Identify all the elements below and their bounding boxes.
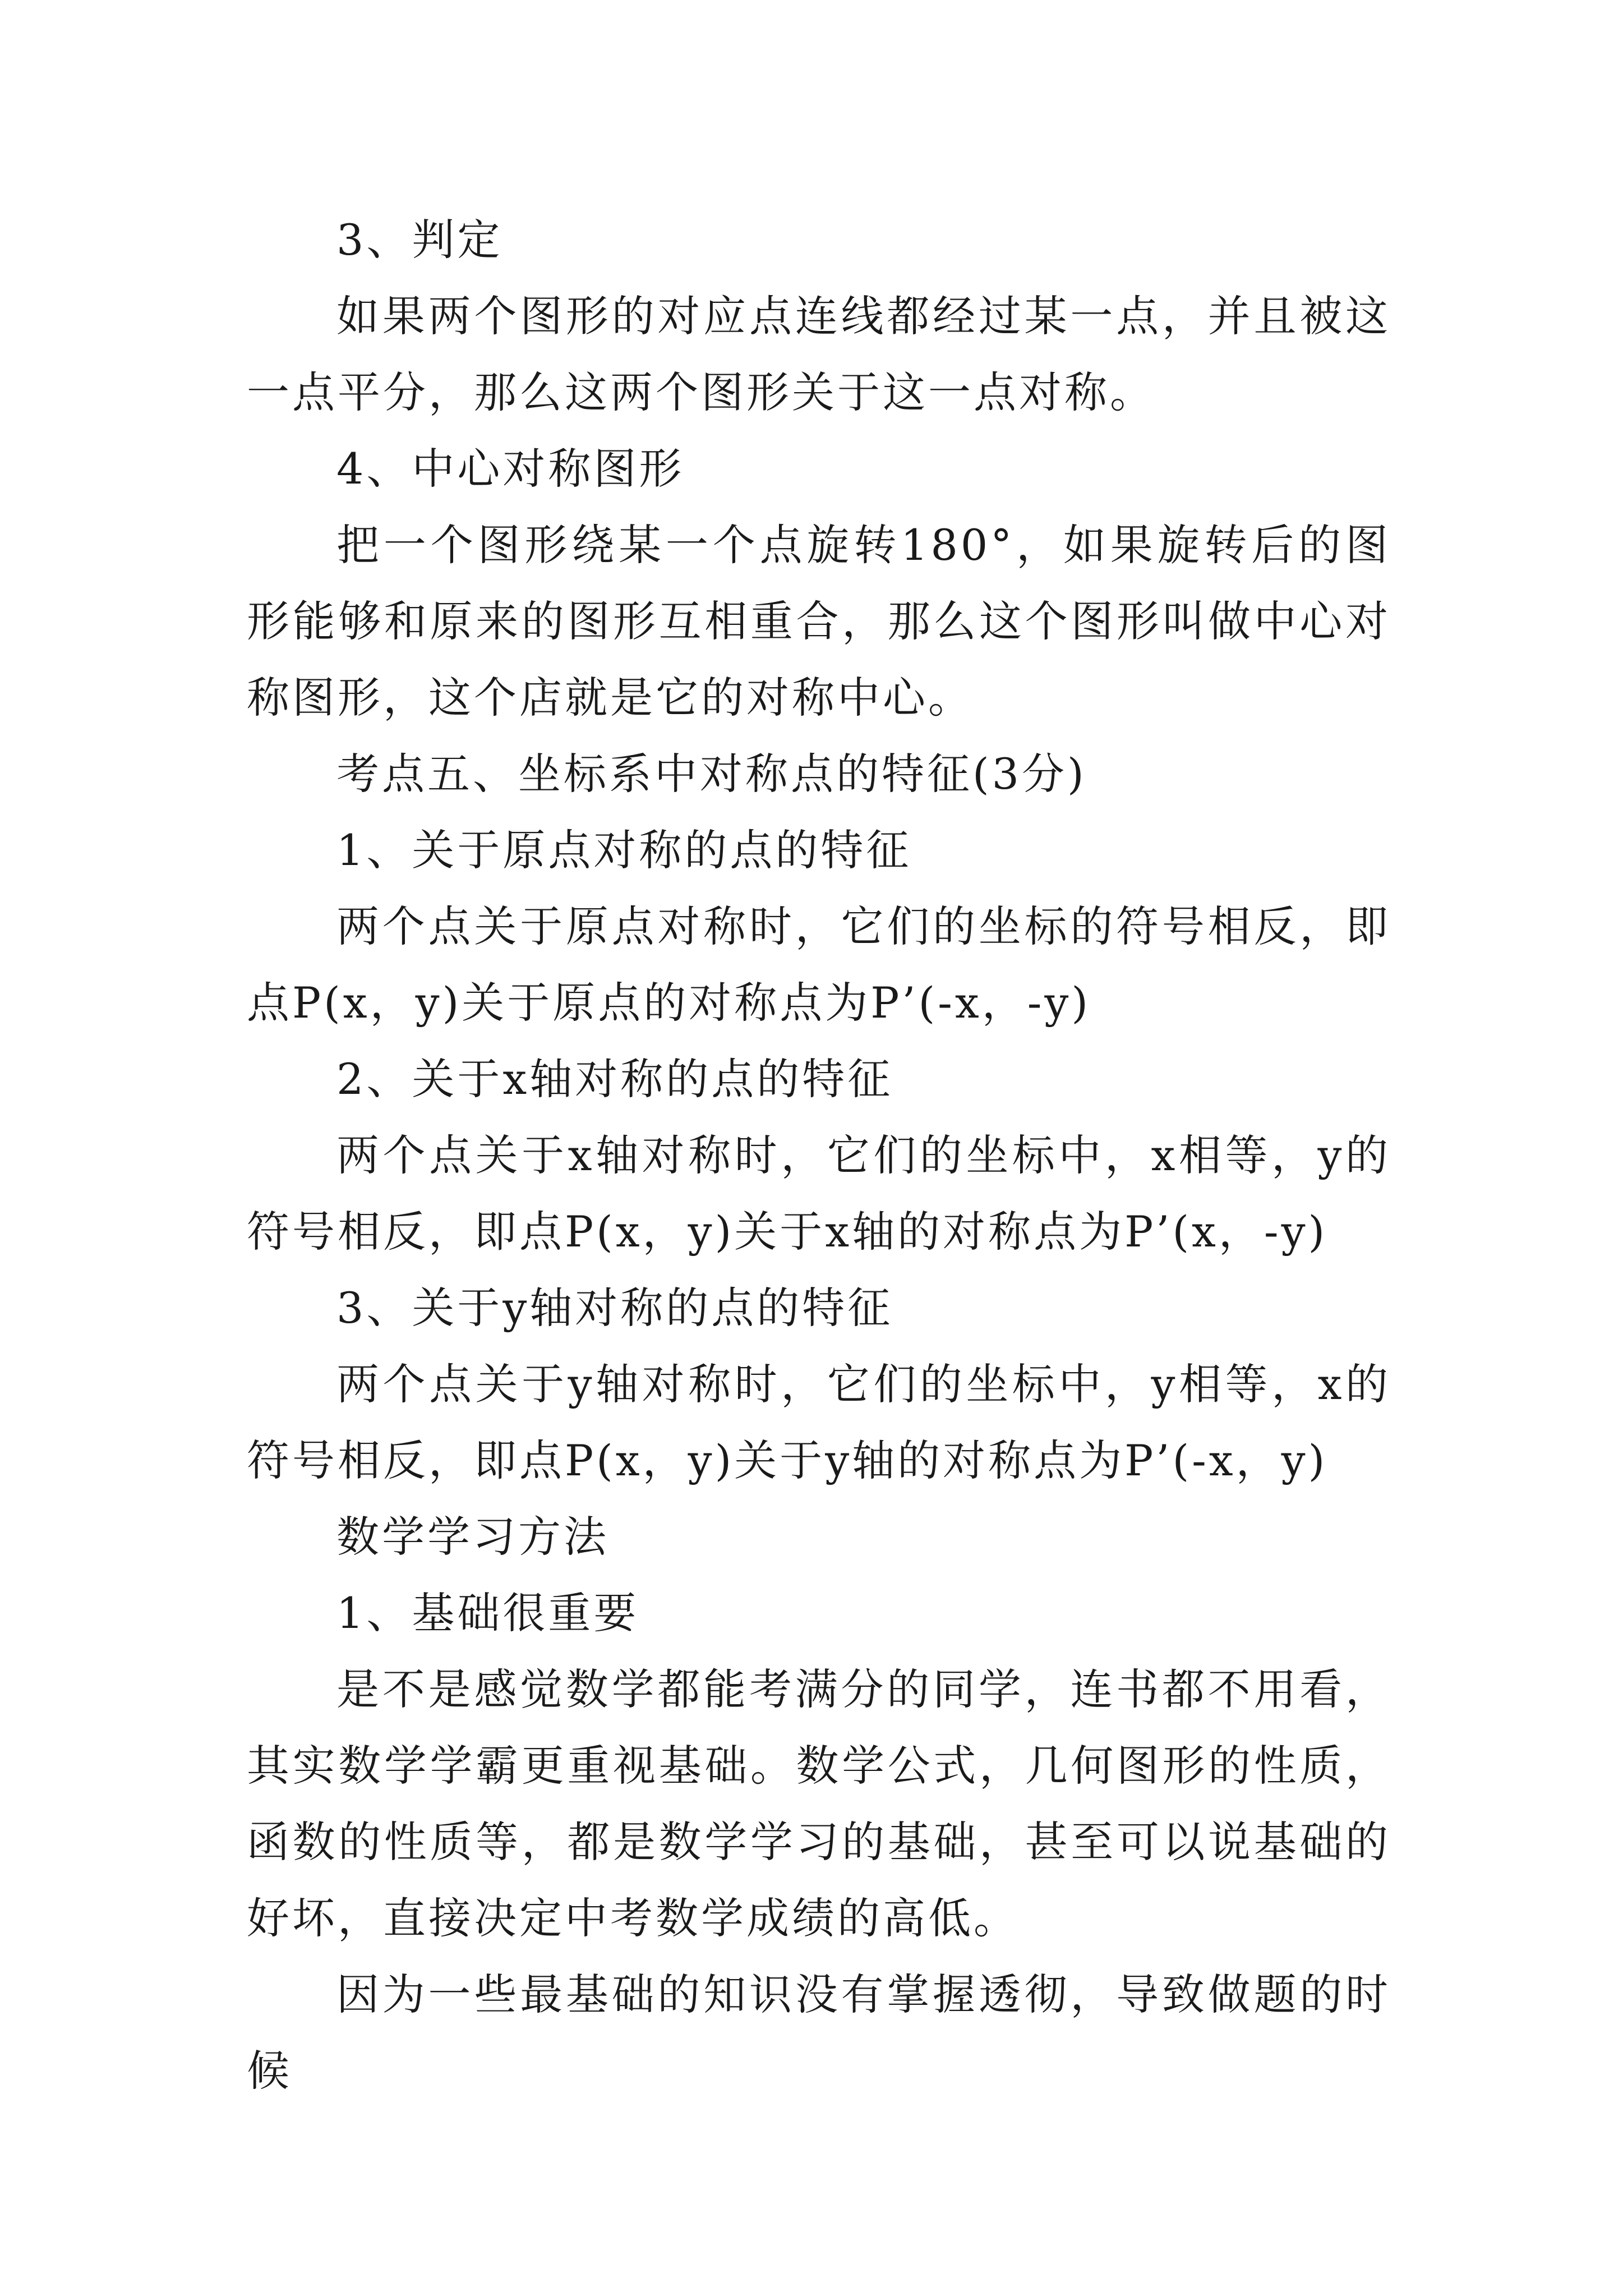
- subheading-basics-important: 1、基础很重要: [336, 1588, 639, 1638]
- section-heading-exam-point-5: 考点五、坐标系中对称点的特征(3分): [336, 749, 1087, 799]
- paragraph: 两个点关于原点对称时，它们的坐标的符号相反，即点P(x，y)关于原点的对称点为P’(-x，-y): [247, 901, 1391, 1028]
- section-heading-study-methods: 数学学习方法: [336, 1512, 609, 1562]
- subheading-x-axis-symmetry: 2、关于x轴对称的点的特征: [336, 1054, 893, 1104]
- paragraph: 是不是感觉数学都能考满分的同学，连书都不用看，其实数学学霸更重视基础。数学公式，几何图形的性质，函数的性质等，都是数学学习的基础，甚至可以说基础的好坏，直接决定中考数学成绩的高低。: [247, 1664, 1391, 1943]
- subheading-origin-symmetry: 1、关于原点对称的点的特征: [336, 825, 912, 875]
- paragraph: 如果两个图形的对应点连线都经过某一点，并且被这一点平分，那么这两个图形关于这一点对称。: [247, 291, 1391, 417]
- paragraph: 把一个图形绕某一个点旋转180°，如果旋转后的图形能够和原来的图形互相重合，那么这个图形叫做中心对称图形，这个店就是它的对称中心。: [247, 520, 1391, 723]
- document-body: [247, 202, 1391, 2109]
- paragraph: 两个点关于y轴对称时，它们的坐标中，y相等，x的符号相反，即点P(x，y)关于y轴的对称点为P’(-x，y): [247, 1359, 1391, 1485]
- subheading-y-axis-symmetry: 3、关于y轴对称的点的特征: [336, 1283, 893, 1333]
- paragraph: 两个点关于x轴对称时，它们的坐标中，x相等，y的符号相反，即点P(x，y)关于x轴的对称点为P’(x，-y): [247, 1130, 1391, 1257]
- subheading-central-symmetric-figure: 4、中心对称图形: [336, 444, 685, 494]
- paragraph: 因为一些最基础的知识没有掌握透彻，导致做题的时候: [247, 1970, 1391, 2096]
- subheading-judgement: 3、判定: [336, 215, 503, 265]
